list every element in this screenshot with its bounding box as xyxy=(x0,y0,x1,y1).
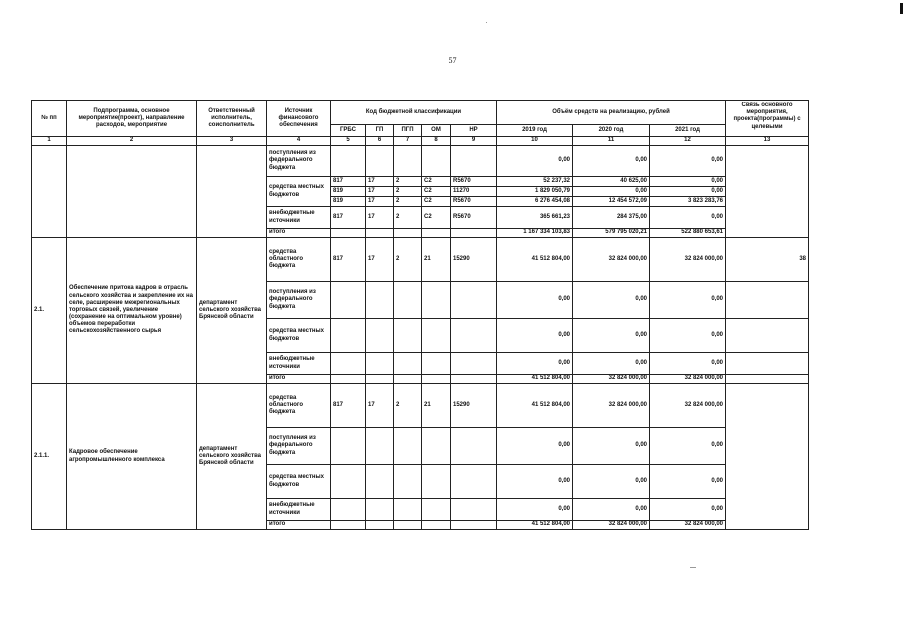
cell-pgp xyxy=(394,465,422,499)
column-number: 7 xyxy=(394,137,422,146)
cell-grbs: 817 xyxy=(331,238,366,282)
cell-subprogram: Обеспечение притока кадров в отрасль сельского хозяйства и закрепление их на селе, расширение межрегиональных торговых связей, увеличение (сохранение на оптимальном уровне) объемов переработки сельскохозяйственного сырья xyxy=(67,238,197,384)
cell-gp: 17 xyxy=(366,384,394,428)
column-number: 3 xyxy=(197,137,267,146)
column-number: 2 xyxy=(67,137,197,146)
col-header-om: ОМ xyxy=(422,125,451,137)
cell-2019: 0,00 xyxy=(497,428,573,465)
cell-2021: 32 824 000,00 xyxy=(650,375,726,384)
cell-num xyxy=(32,146,67,238)
column-number: 4 xyxy=(267,137,331,146)
col-header-budget-code: Код бюджетной классификации xyxy=(331,101,497,125)
cell-2021: 0,00 xyxy=(650,177,726,187)
cell-source: внебюджетные источники xyxy=(267,499,331,521)
cell-grbs: 817 xyxy=(331,384,366,428)
cell-num: 2.1.1. xyxy=(32,384,67,530)
cell-nr xyxy=(451,146,497,177)
cell-2021: 32 824 000,00 xyxy=(650,521,726,530)
cell-grbs xyxy=(331,375,366,384)
col-header-2020: 2020 год xyxy=(573,125,650,137)
cell-2021: 0,00 xyxy=(650,465,726,499)
cell-pgp: 2 xyxy=(394,187,422,197)
cell-nr xyxy=(451,499,497,521)
col-header-link: Связь основного мероприятия, проекта(программы) с целевыми xyxy=(726,101,809,137)
cell-gp xyxy=(366,229,394,238)
cell-2019: 41 512 804,00 xyxy=(497,521,573,530)
cell-nr xyxy=(451,319,497,353)
cell-pgp: 2 xyxy=(394,238,422,282)
cell-2020: 32 824 000,00 xyxy=(573,375,650,384)
cell-2019: 0,00 xyxy=(497,353,573,375)
cell-2021: 0,00 xyxy=(650,207,726,229)
cell-link xyxy=(726,319,809,353)
cell-gp xyxy=(366,353,394,375)
scan-speck xyxy=(486,22,487,23)
cell-2019: 52 237,32 xyxy=(497,177,573,187)
cell-gp xyxy=(366,375,394,384)
table-row xyxy=(32,238,809,282)
column-number: 10 xyxy=(497,137,573,146)
column-number: 1 xyxy=(32,137,67,146)
col-header-volume: Объём средств на реализацию, рублей xyxy=(497,101,726,125)
column-number: 5 xyxy=(331,137,366,146)
cell-grbs: 819 xyxy=(331,187,366,197)
col-header-num: № пп xyxy=(32,101,67,137)
cell-nr: 15290 xyxy=(451,238,497,282)
header-row xyxy=(32,101,809,125)
cell-2020: 0,00 xyxy=(573,465,650,499)
col-header-2021: 2021 год xyxy=(650,125,726,137)
cell-gp xyxy=(366,282,394,319)
cell-grbs xyxy=(331,319,366,353)
scan-speck xyxy=(690,567,696,568)
cell-gp: 17 xyxy=(366,187,394,197)
column-number: 6 xyxy=(366,137,394,146)
cell-grbs xyxy=(331,146,366,177)
cell-2019: 0,00 xyxy=(497,465,573,499)
column-number: 11 xyxy=(573,137,650,146)
cell-pgp xyxy=(394,146,422,177)
cell-source: поступления из федерального бюджета xyxy=(267,282,331,319)
cell-om xyxy=(422,521,451,530)
cell-responsible: департамент сельского хозяйства Брянской области xyxy=(197,238,267,384)
cell-pgp xyxy=(394,319,422,353)
cell-source: итого xyxy=(267,375,331,384)
cell-2021: 0,00 xyxy=(650,146,726,177)
cell-2019: 365 661,23 xyxy=(497,207,573,229)
cell-om: 21 xyxy=(422,384,451,428)
cell-2019: 0,00 xyxy=(497,282,573,319)
cell-grbs xyxy=(331,229,366,238)
cell-2020: 0,00 xyxy=(573,353,650,375)
cell-grbs xyxy=(331,499,366,521)
cell-2020: 0,00 xyxy=(573,319,650,353)
cell-om: 21 xyxy=(422,238,451,282)
cell-source: средства местных бюджетов xyxy=(267,319,331,353)
cell-2019: 1 167 334 103,83 xyxy=(497,229,573,238)
cell-2021: 0,00 xyxy=(650,499,726,521)
cell-om xyxy=(422,375,451,384)
cell-source: итого xyxy=(267,521,331,530)
cell-nr xyxy=(451,428,497,465)
cell-2020: 12 454 572,09 xyxy=(573,197,650,207)
cell-link xyxy=(726,384,809,530)
budget-table xyxy=(31,100,809,530)
cell-subprogram: Кадровое обеспечение агропромышленного комплекса xyxy=(67,384,197,530)
cell-subprogram xyxy=(67,146,197,238)
cell-pgp: 2 xyxy=(394,207,422,229)
cell-nr: R5670 xyxy=(451,197,497,207)
cell-2020: 32 824 000,00 xyxy=(573,521,650,530)
cell-2021: 0,00 xyxy=(650,353,726,375)
page-number: 57 xyxy=(448,56,457,65)
col-header-pgp: ПГП xyxy=(394,125,422,137)
cell-grbs xyxy=(331,428,366,465)
col-header-source: Источник финансового обеспечения xyxy=(267,101,331,137)
cell-source: внебюджетные источники xyxy=(267,207,331,229)
cell-link xyxy=(726,282,809,319)
col-header-gp: ГП xyxy=(366,125,394,137)
col-header-2019: 2019 год xyxy=(497,125,573,137)
cell-nr: 15290 xyxy=(451,384,497,428)
cell-grbs: 819 xyxy=(331,197,366,207)
cell-2021: 3 823 283,76 xyxy=(650,197,726,207)
cell-2021: 32 824 000,00 xyxy=(650,238,726,282)
cell-om xyxy=(422,146,451,177)
cell-pgp: 2 xyxy=(394,384,422,428)
cell-nr: R5670 xyxy=(451,177,497,187)
cell-nr xyxy=(451,229,497,238)
cell-om: С2 xyxy=(422,177,451,187)
cell-2020: 579 795 020,21 xyxy=(573,229,650,238)
cell-2020: 32 824 000,00 xyxy=(573,238,650,282)
cell-pgp xyxy=(394,282,422,319)
cell-2019: 6 276 454,08 xyxy=(497,197,573,207)
cell-source: поступления из федерального бюджета xyxy=(267,428,331,465)
cell-om xyxy=(422,428,451,465)
cell-om xyxy=(422,282,451,319)
scan-edge-mark xyxy=(900,3,903,14)
cell-om xyxy=(422,465,451,499)
table-row xyxy=(32,384,809,428)
cell-2020: 40 625,00 xyxy=(573,177,650,187)
cell-nr xyxy=(451,353,497,375)
cell-gp xyxy=(366,499,394,521)
cell-pgp xyxy=(394,229,422,238)
cell-2021: 0,00 xyxy=(650,319,726,353)
cell-nr xyxy=(451,282,497,319)
cell-source: средства областного бюджета xyxy=(267,238,331,282)
cell-2021: 0,00 xyxy=(650,187,726,197)
cell-grbs: 817 xyxy=(331,177,366,187)
cell-2019: 0,00 xyxy=(497,499,573,521)
cell-2021: 32 824 000,00 xyxy=(650,384,726,428)
cell-2021: 0,00 xyxy=(650,428,726,465)
cell-nr xyxy=(451,465,497,499)
cell-gp: 17 xyxy=(366,177,394,187)
cell-source: итого xyxy=(267,229,331,238)
cell-om xyxy=(422,499,451,521)
cell-nr xyxy=(451,375,497,384)
col-header-subprogram: Подпрограмма, основное мероприятие(проект), направление расходов, мероприятие xyxy=(67,101,197,137)
cell-pgp: 2 xyxy=(394,177,422,187)
cell-num: 2.1. xyxy=(32,238,67,384)
cell-pgp: 2 xyxy=(394,197,422,207)
col-header-responsible: Ответственный исполнитель, соисполнитель xyxy=(197,101,267,137)
column-number-row xyxy=(32,137,809,146)
col-header-grbs: ГРБС xyxy=(331,125,366,137)
cell-responsible: департамент сельского хозяйства Брянской области xyxy=(197,384,267,530)
cell-2020: 0,00 xyxy=(573,146,650,177)
cell-2020: 0,00 xyxy=(573,282,650,319)
cell-2019: 0,00 xyxy=(497,146,573,177)
cell-source: поступления из федерального бюджета xyxy=(267,146,331,177)
cell-pgp xyxy=(394,375,422,384)
cell-om: С2 xyxy=(422,207,451,229)
cell-2019: 41 512 804,00 xyxy=(497,384,573,428)
cell-link: 38 xyxy=(726,238,809,282)
cell-2020: 284 375,00 xyxy=(573,207,650,229)
cell-2020: 0,00 xyxy=(573,187,650,197)
cell-source: внебюджетные источники xyxy=(267,353,331,375)
cell-2020: 0,00 xyxy=(573,428,650,465)
cell-pgp xyxy=(394,428,422,465)
table-row xyxy=(32,146,809,177)
cell-2021: 522 880 653,61 xyxy=(650,229,726,238)
cell-source: средства областного бюджета xyxy=(267,384,331,428)
cell-2020: 0,00 xyxy=(573,499,650,521)
cell-grbs xyxy=(331,465,366,499)
column-number: 8 xyxy=(422,137,451,146)
cell-link xyxy=(726,375,809,384)
cell-link xyxy=(726,353,809,375)
cell-grbs xyxy=(331,521,366,530)
cell-link xyxy=(726,146,809,238)
cell-om xyxy=(422,353,451,375)
cell-grbs xyxy=(331,353,366,375)
cell-gp: 17 xyxy=(366,207,394,229)
cell-2019: 41 512 804,00 xyxy=(497,238,573,282)
cell-nr: R5670 xyxy=(451,207,497,229)
column-number: 13 xyxy=(726,137,809,146)
cell-grbs xyxy=(331,282,366,319)
cell-gp xyxy=(366,428,394,465)
cell-2019: 0,00 xyxy=(497,319,573,353)
cell-responsible xyxy=(197,146,267,238)
column-number: 12 xyxy=(650,137,726,146)
cell-gp: 17 xyxy=(366,197,394,207)
cell-pgp xyxy=(394,521,422,530)
cell-gp xyxy=(366,319,394,353)
cell-pgp xyxy=(394,499,422,521)
cell-gp xyxy=(366,146,394,177)
cell-gp xyxy=(366,521,394,530)
cell-pgp xyxy=(394,353,422,375)
cell-2021: 0,00 xyxy=(650,282,726,319)
cell-2020: 32 824 000,00 xyxy=(573,384,650,428)
cell-om xyxy=(422,319,451,353)
cell-nr: 11270 xyxy=(451,187,497,197)
cell-2019: 41 512 804,00 xyxy=(497,375,573,384)
cell-2019: 1 829 050,79 xyxy=(497,187,573,197)
cell-gp xyxy=(366,465,394,499)
column-number: 9 xyxy=(451,137,497,146)
col-header-nr: НР xyxy=(451,125,497,137)
cell-source: средства местных бюджетов xyxy=(267,177,331,207)
cell-gp: 17 xyxy=(366,238,394,282)
cell-nr xyxy=(451,521,497,530)
cell-om xyxy=(422,229,451,238)
cell-om: С2 xyxy=(422,197,451,207)
cell-source: средства местных бюджетов xyxy=(267,465,331,499)
cell-om: С2 xyxy=(422,187,451,197)
cell-grbs: 817 xyxy=(331,207,366,229)
